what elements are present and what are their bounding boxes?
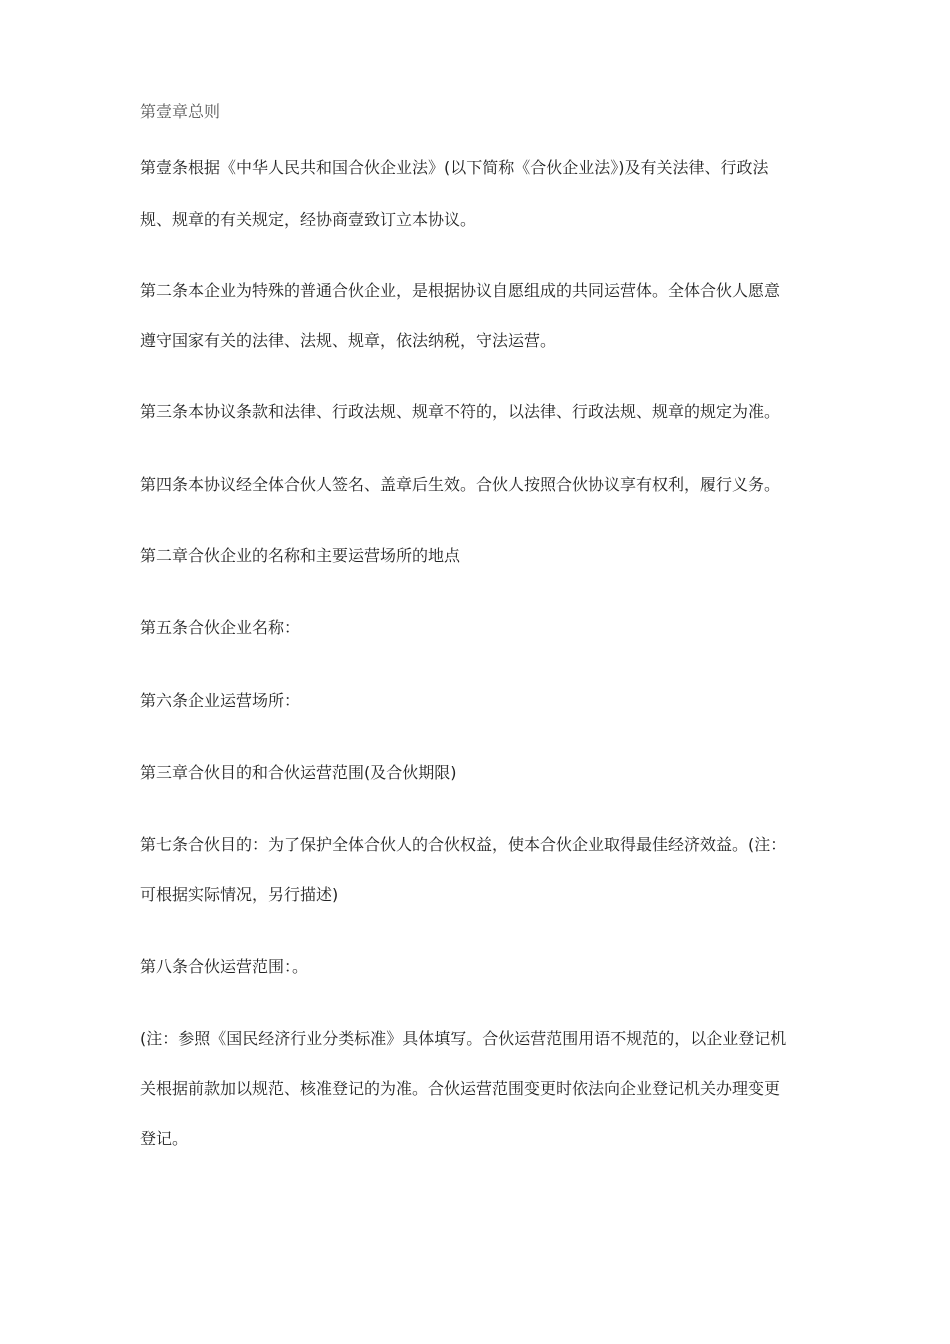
article-7-line-2: 可根据实际情况，另行描述) <box>140 885 339 904</box>
chapter-2-title: 第二章合伙企业的名称和主要运营场所的地点 <box>140 546 461 565</box>
article-6: 第六条企业运营场所： <box>140 691 301 710</box>
note-line-1: (注：参照《国民经济行业分类标准》具体填写。合伙运营范围用语不规范的，以企业登记机 <box>140 1029 787 1048</box>
article-2-line-1: 第二条本企业为特殊的普通合伙企业，是根据协议自愿组成的共同运营体。全体合伙人愿意 <box>140 281 781 300</box>
article-7-line-1: 第七条合伙目的：为了保护全体合伙人的合伙权益，使本合伙企业取得最佳经济效益。(注： <box>140 835 787 854</box>
chapter-3-title: 第三章合伙目的和合伙运营范围(及合伙期限) <box>140 763 457 782</box>
article-1-line-1: 第壹条根据《中华人民共和国合伙企业法》(以下简称《合伙企业法》)及有关法律、行政法 <box>140 158 769 177</box>
article-8: 第八条合伙运营范围：。 <box>140 957 309 976</box>
note-line-3: 登记。 <box>140 1129 189 1148</box>
article-5: 第五条合伙企业名称： <box>140 618 301 637</box>
article-4: 第四条本协议经全体合伙人签名、盖章后生效。合伙人按照合伙协议享有权利，履行义务。 <box>140 475 781 494</box>
article-2-line-2: 遵守国家有关的法律、法规、规章，依法纳税，守法运营。 <box>140 331 557 350</box>
article-1-line-2: 规、规章的有关规定，经协商壹致订立本协议。 <box>140 210 477 229</box>
chapter-1-title: 第壹章总则 <box>140 102 221 121</box>
article-3: 第三条本协议条款和法律、行政法规、规章不符的，以法律、行政法规、规章的规定为准。 <box>140 402 781 421</box>
note-line-2: 关根据前款加以规范、核准登记的为准。合伙运营范围变更时依法向企业登记机关办理变更 <box>140 1079 781 1098</box>
